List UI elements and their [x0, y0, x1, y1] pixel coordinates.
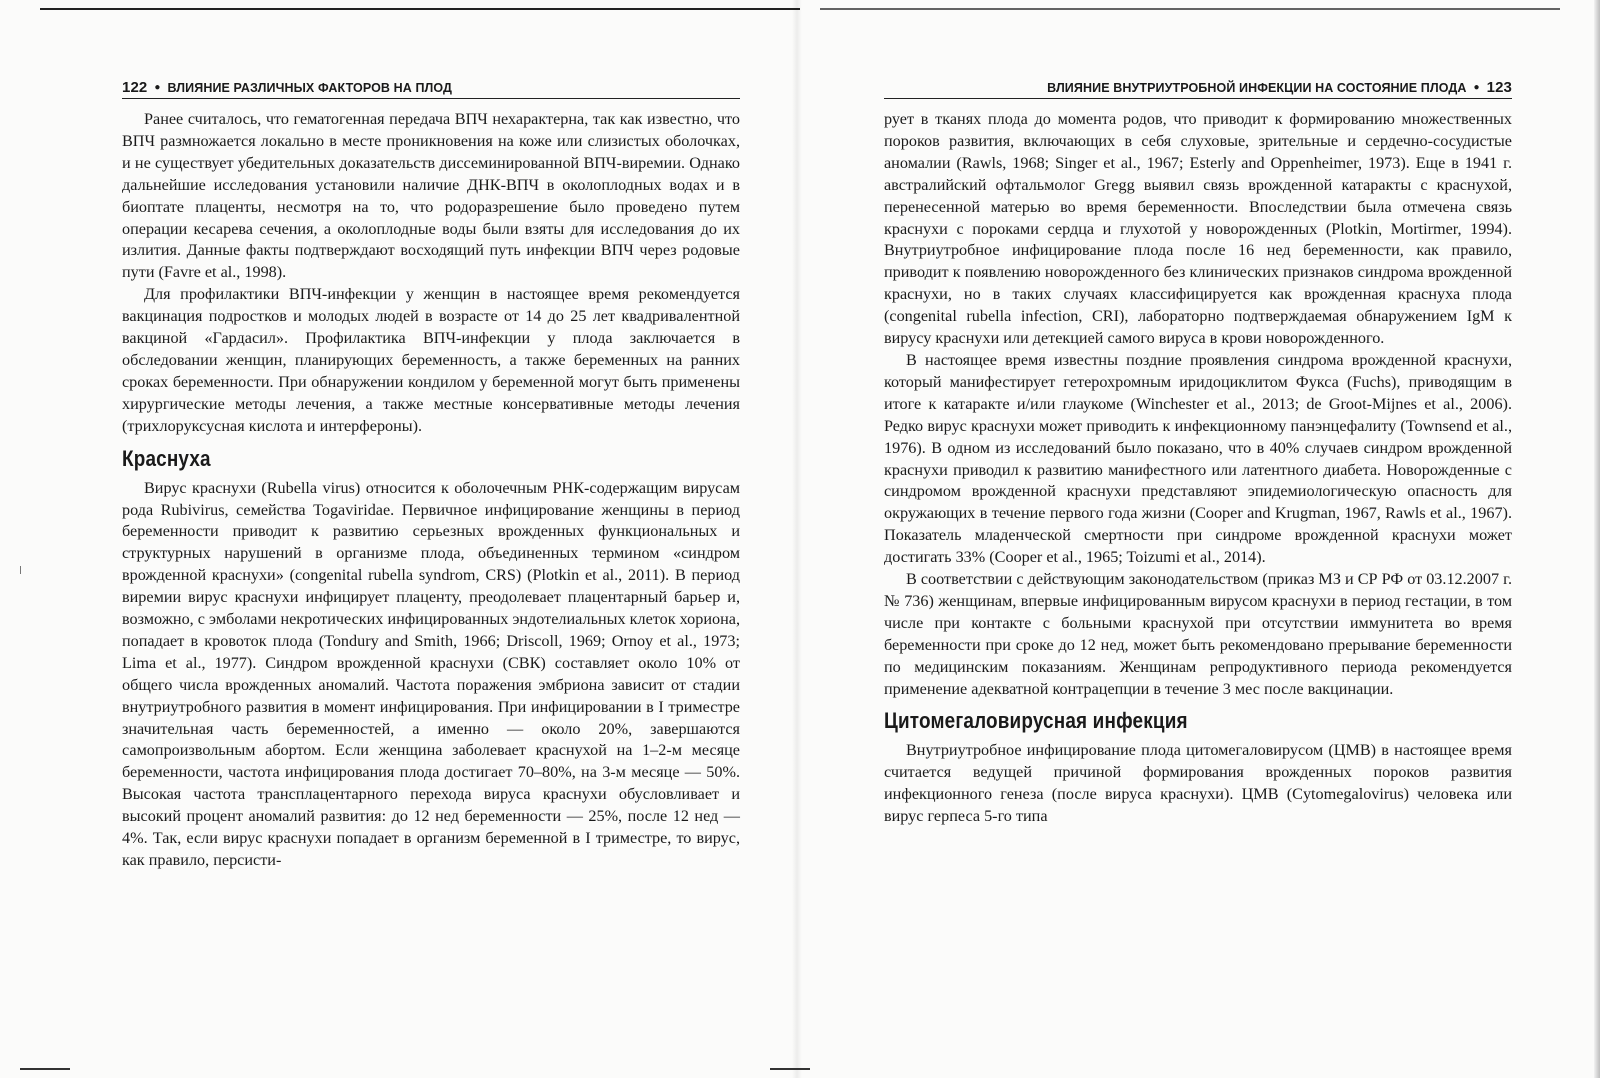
paragraph: Вирус краснухи (Rubella virus) относится к оболочечным РНК-содержащим вирусам рода Rubivirus, семейства Togaviridae. Первичное инфицирование женщины в период беременности приводит к развитию серьезных врожденных функциональных и структурных нарушений в организме плода, объединенных термином «синдром врожденной краснухи» (congenital rubella syndrom, CRS) (Plotkin et al., 2011). В период виремии вирус краснухи инфицирует плаценту, преодолевает плацентарный барьер и, возможно, с эмболами некротических инфицированных эндотелиальных клеток хориона, попадает в кровоток плода (Tondury and Smith, 1966; Driscoll, 1969; Ornoy et al., 1973; Lima et al., 1977). Синдром врожденной краснухи (СВК) составляет около 10% от общего числа врожденных аномалий. Частота поражения эмбриона зависит от стадии внутриутробного развития в момент инфицирования. При инфицировании в I триместре значительная часть беременностей, а именно — около 20%, завершаются самопроизвольным абортом. Если женщина заболевает краснухой на 1–2-м месяце беременности, частота инфицирования плода достигает 70–80%, на 3-м месяце — 50%. Высокая частота трансплацентарного перехода вируса краснухи обусловливает и высокий процент аномалий развития: до 12 нед беременности — 25%, после 12 нед — 4%. Так, если вирус краснухи попадает в организм беременной в I триместре, то вирус, как правило, персисти-	[122, 478, 740, 869]
page-edge	[1594, 0, 1600, 1078]
running-head	[122, 78, 740, 99]
book-gutter	[792, 0, 802, 1078]
bullet-icon: ●	[1473, 82, 1480, 93]
paragraph: В настоящее время известны поздние проявления синдрома врожденной краснухи, который манифестирует гетерохромным иридоциклитом Фукса (Fuchs), приводящим в итоге к катаракте и/или глаукоме (Winchester et al., 2013; de Groot-Mijnes et al., 2006). Редко вирус краснухи может приводить к инфекционному панэнцефалиту (Townsend et al., 1976). В одном из исследований было показано, что в 40% случаев синдром врожденной краснухи приводил к развитию манифестного или латентного диабета. Новорожденные с синдромом врожденной краснухи представляют эпидемиологическую опасность для окружающих в течение первого года жизни (Cooper and Krugman, 1967, Rawls et al., 1967). Показатель младенческой смертности при синдроме врожденной краснухи может достигать 33% (Cooper et al., 1965; Toizumi et al., 2014).	[884, 350, 1512, 567]
page-number: 123	[1486, 79, 1512, 96]
right-page	[884, 78, 1512, 828]
paragraph: Внутриутробное инфицирование плода цитомегаловирусом (ЦМВ) в настоящее время считается ведущей причиной формирования врожденных пороков развития инфекционного генеза (после вируса краснухи). ЦМВ (Cytomegalovirus) человека или вирус герпеса 5-го типа	[884, 741, 1512, 826]
page-body	[122, 109, 740, 872]
paragraph: рует в тканях плода до момента родов, что приводит к формированию множественных пороков развития, включающих в себя слуховые, зрительные и сердечно-сосудистые аномалии (Rawls, 1968; Singer et al., 1967; Esterly and Oppenheimer, 1973). Еще в 1941 г. австралийский офтальмолог Gregg выявил связь врожденной катаракты с краснухой, перенесенной матерью во время беременности. Впоследствии была отмечена связь краснухи с пороками сердца и глухотой у новорожденных (Plotkin, Mortirmer, 1994). Внутриутробное инфицирование плода после 16 нед беременности, как правило, приводит к появлению новорожденного без клинических признаков синдрома врожденной краснухи, но в таких случаях классифицируется как врожденная краснуха плода (congenital rubella infection, CRI), лабораторно подтверждаемая обнаружением IgM к вирусу краснухи или детекцией самого вируса в крови новорожденного.	[884, 110, 1512, 348]
scan-edge-line	[40, 8, 800, 10]
left-page	[122, 78, 740, 872]
page-body	[884, 109, 1512, 828]
running-head-title: ВЛИЯНИЕ ВНУТРИУТРОБНОЙ ИНФЕКЦИИ НА СОСТОЯНИЕ ПЛОДА	[1047, 81, 1467, 95]
running-head-title: ВЛИЯНИЕ РАЗЛИЧНЫХ ФАКТОРОВ НА ПЛОД	[167, 81, 453, 95]
bullet-icon: ●	[154, 82, 161, 93]
section-heading: Цитомегаловирусная инфекция	[884, 708, 1188, 734]
section-heading: Краснуха	[122, 445, 211, 471]
paragraph: В соответствии с действующим законодательством (приказ МЗ и СР РФ от 03.12.2007 г. № 736) женщинам, впервые инфицированным вирусом краснухи в период гестации, в том числе при контакте с больными краснухой при отсутствии иммунитета во время беременности при сроке до 12 нед, может быть рекомендовано прерывание беременности по медицинским показаниям. Женщинам репродуктивного периода рекомендуется применение адекватной контрацепции в течение 3 мес после вакцинации.	[884, 570, 1512, 698]
scan-edge-line	[20, 1068, 70, 1070]
scan-edge-line	[770, 1068, 810, 1070]
scan-mark	[20, 566, 21, 574]
page-number: 122	[122, 79, 148, 96]
paragraph: Ранее считалось, что гематогенная передача ВПЧ нехарактерна, так как известно, что ВПЧ размножается локально в месте проникновения на коже или слизистых оболочках, и не существует убедительных доказательств диссеминированной ВПЧ-виремии. Однако дальнейшие исследования установили наличие ДНК-ВПЧ в околоплодных водах и в биоптате плаценты, несмотря на то, что родоразрешение было проведено путем операции кесарева сечения, а околоплодные воды были взяты для исследования до их излития. Данные факты подтверждают восходящий путь инфекции ВПЧ через родовые пути (Favre et al., 1998).	[122, 110, 740, 282]
paragraph: Для профилактики ВПЧ-инфекции у женщин в настоящее время рекомендуется вакцинация подростков и молодых людей в возрасте от 14 до 25 лет квадривалентной вакциной «Гардасил». Профилактика ВПЧ-инфекции у плода заключается в обследовании женщин, планирующих беременность, а также беременных на ранних сроках беременности. При обнаружении кондилом у беременной могут быть применены хирургические методы лечения, а также местные консервативные методы лечения (трихлоруксусная кислота и интерфероны).	[122, 285, 740, 435]
scan-edge-line	[820, 8, 1560, 10]
running-head	[884, 78, 1512, 99]
